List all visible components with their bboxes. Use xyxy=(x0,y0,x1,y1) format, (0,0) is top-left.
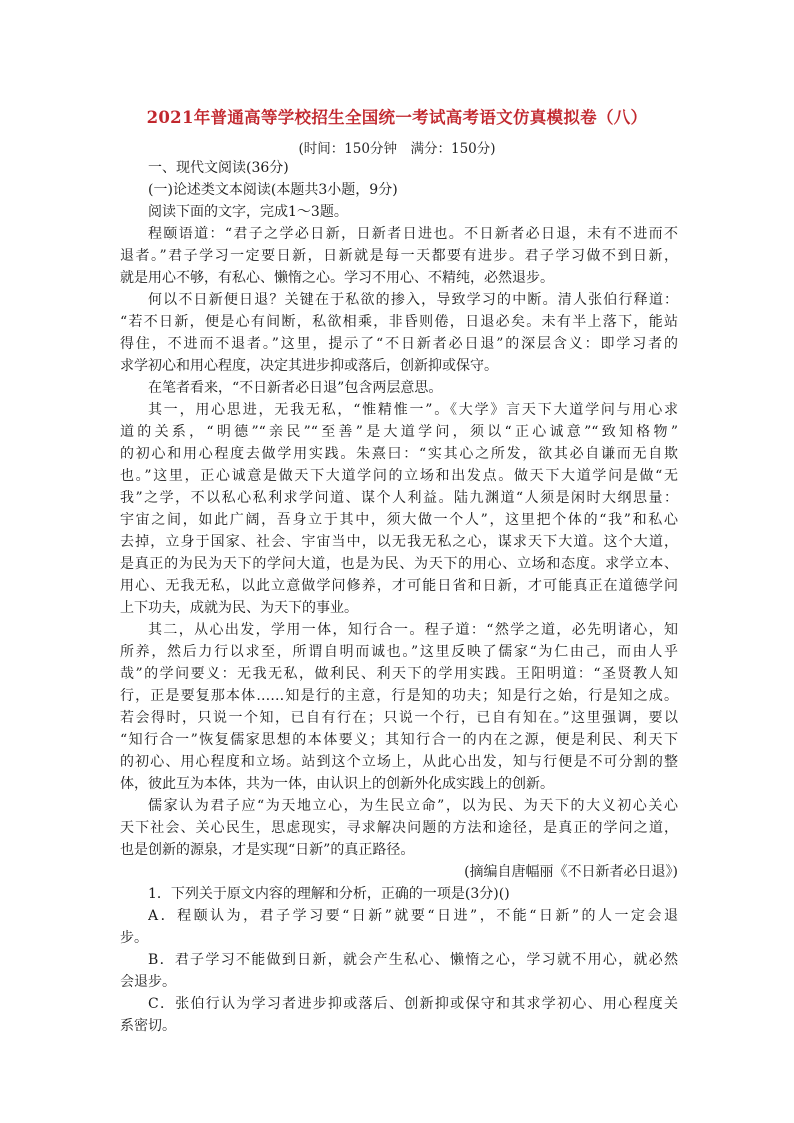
option-c-cont: 系密切。 xyxy=(120,1018,176,1034)
option-b-cont: 会退步。 xyxy=(120,974,176,990)
question-1-stem: 1．下列关于原文内容的理解和分析，正确的一项是(3分)() xyxy=(148,886,510,902)
passage-line: 也是创新的源泉，才是实现“日新”的真正路径。 xyxy=(120,842,415,858)
passage-line: 其一，用心思进，无我无私，“惟精惟一”。《大学》言天下大道学问与用心求 xyxy=(148,402,678,418)
passage-source: (摘编自唐幅丽《不日新者必日退》) xyxy=(464,864,678,880)
passage-line: 天下社会、关心民生，思虑现实，寻求解决问题的方法和途径，是真正的学问之道， xyxy=(120,820,678,836)
passage-line: 用心、无我无私，以此立意做学问修养，才可能日省和日新，才可能真正在道德学问 xyxy=(120,578,678,594)
passage-line: 行，正是要复那本体……知是行的主意，行是知的功夫；知是行之始，行是知之成。 xyxy=(120,688,678,704)
passage-line: 求学初心和用心程度，决定其进步抑或落后，创新抑或保守。 xyxy=(120,358,498,374)
passage-line: 去掉，立身于国家、社会、宇宙当中，以无我无私之心，谋求天下大道。这个大道， xyxy=(120,534,678,550)
option-a: A．程颐认为，君子学习要“日新”就要“日进”，不能“日新”的人一定会退 xyxy=(148,908,678,924)
passage-line: “若不日新，便是心有间断，私欲相乘，非昏则倦，日退必矣。未有半上落下，能站 xyxy=(120,314,678,330)
passage-line: 所养，然后力行以求至，所谓自明而诚也。”这里反映了儒家“为仁由己，而由人乎 xyxy=(120,644,678,660)
subsection-heading: (一)论述类文本阅读(本题共3小题，9分) xyxy=(148,182,398,198)
passage-line: 宇宙之间，如此广阔，吾身立于其中，须大做一个人”，这里把个体的“我”和私心 xyxy=(120,512,678,528)
passage-line: 何以不日新便日退？关键在于私欲的掺入，导致学习的中断。清人张伯行释道： xyxy=(148,292,678,308)
passage-line: 也。”这里，正心诚意是做天下大道学问的立场和出发点。做天下大道学问是做“无 xyxy=(120,468,678,484)
passage-line: 得住，不进而不退者。”这里，提示了“不日新者必日退”的深层含义：即学习者的 xyxy=(120,336,678,352)
option-c: C．张伯行认为学习者进步抑或落后、创新抑或保守和其求学初心、用心程度关 xyxy=(148,996,678,1012)
passage-line: 哉”的学问要义：无我无私，做利民、利天下的学用实践。王阳明道：“圣贤教人知 xyxy=(120,666,678,682)
reading-instruction: 阅读下面的文字，完成1～3题。 xyxy=(148,204,348,220)
passage-line: 程颐语道：“君子之学必日新，日新者日进也。不日新者必日退，未有不进而不 xyxy=(148,226,678,242)
option-b: B．君子学习不能做到日新，就会产生私心、懒惰之心，学习就不用心，就必然 xyxy=(148,952,678,968)
passage-line: 其二，从心出发，学用一体，知行合一。程子道：“然学之道，必先明诸心，知 xyxy=(148,622,678,638)
option-a-cont: 步。 xyxy=(120,930,148,946)
passage-line: 的初心和用心程度去做学用实践。朱熹曰：“实其心之所发，欲其必自谦而无自欺 xyxy=(120,446,678,462)
exam-title: 2021年普通高等学校招生全国统一考试高考语文仿真模拟卷（八） xyxy=(146,108,648,127)
passage-line: 体，彼此互为本体，共为一体，由认识上的创新外化成实践上的创新。 xyxy=(120,776,554,792)
passage-line: 若会得时，只说一个知，已自有行在；只说一个行，已自有知在。”这里强调，要以 xyxy=(120,710,678,726)
passage-line: “知行合一”恢复儒家思想的本体要义；其知行合一的内在之源，便是利民、利天下 xyxy=(120,732,678,748)
passage-line: 我”之学，不以私心私利求学问道、谋个人利益。陆九渊道“人须是闲时大纲思量： xyxy=(120,490,678,506)
passage-line: 的初心、用心程度和立场。站到这个立场上，从此心出发，知与行便是不可分割的整 xyxy=(120,754,678,770)
passage-line: 道的关系，“明德”“亲民”“至善”是大道学问，须以“正心诚意”“致知格物” xyxy=(120,424,678,440)
passage-line: 上下功夫，成就为民、为天下的事业。 xyxy=(120,600,358,616)
passage-line: 退者。”君子学习一定要日新，日新就是每一天都要有进步。君子学习做不到日新， xyxy=(120,248,678,264)
exam-time-info: (时间：150分钟 满分：150分) xyxy=(298,141,496,157)
passage-line: 是真正的为民为天下的学问大道，也是为民、为天下的用心、立场和态度。求学立本、 xyxy=(120,556,678,572)
passage-line: 儒家认为君子应“为天地立心，为生民立命”，以为民、为天下的大义初心关心 xyxy=(148,798,678,814)
passage-line: 就是用心不够，有私心、懒惰之心。学习不用心、不精纯，必然退步。 xyxy=(120,270,554,286)
section-heading: 一、现代文阅读(36分) xyxy=(148,160,289,176)
passage-line: 在笔者看来，“不日新者必日退”包含两层意思。 xyxy=(148,380,443,396)
